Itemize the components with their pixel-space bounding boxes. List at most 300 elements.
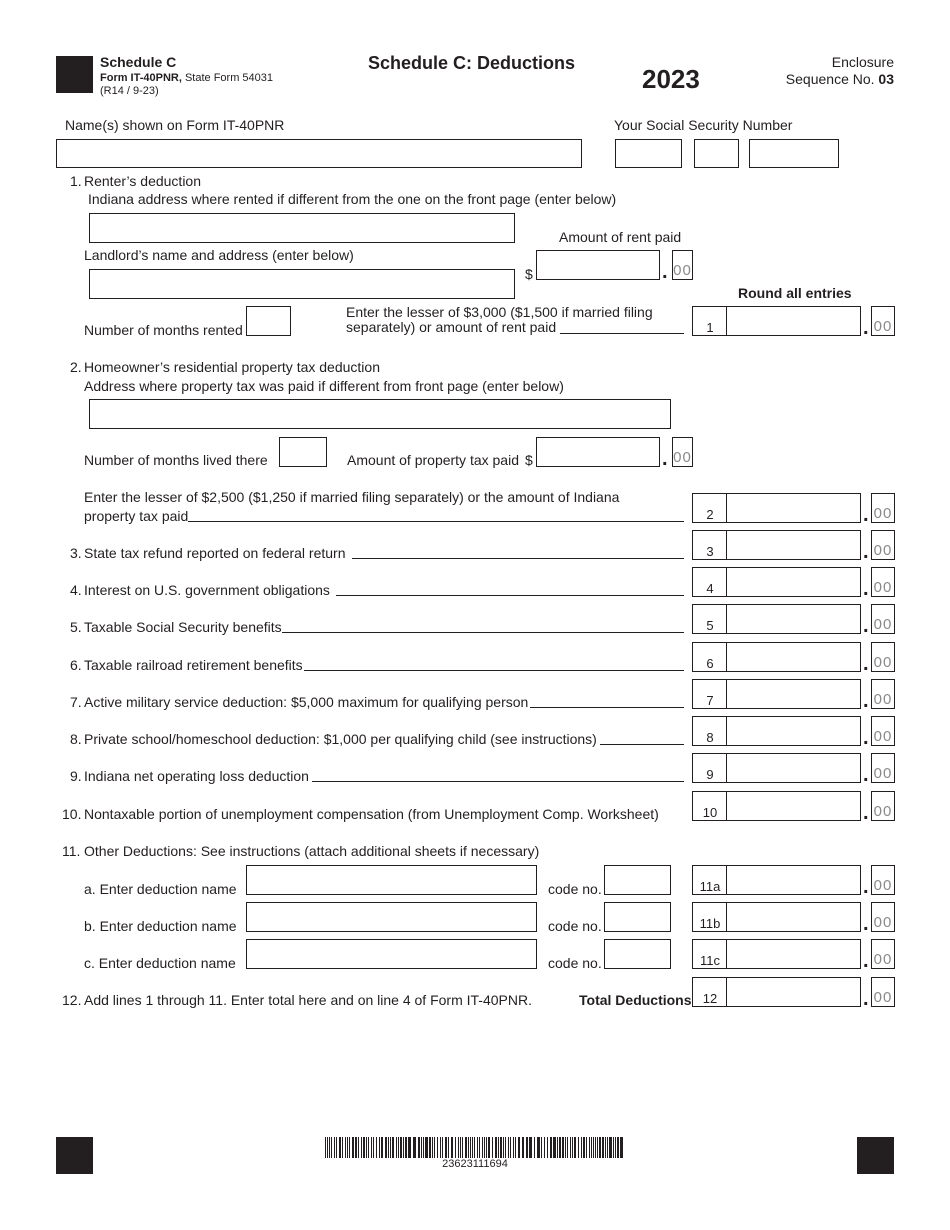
months-lived-label: Number of months lived there bbox=[84, 452, 268, 468]
line-number: 3. bbox=[70, 545, 82, 561]
barcode-bar bbox=[486, 1137, 487, 1158]
line2-decimal: . bbox=[863, 504, 869, 526]
barcode-bar bbox=[613, 1137, 614, 1158]
line1-decimal: . bbox=[863, 317, 869, 339]
line-label: Taxable railroad retirement benefits bbox=[84, 657, 303, 673]
line1-box-label bbox=[692, 306, 727, 336]
line-amount-input[interactable] bbox=[726, 679, 861, 709]
barcode-bar bbox=[597, 1137, 598, 1158]
line-cents-text: 00 bbox=[873, 616, 893, 633]
registration-mark-bottom-right bbox=[857, 1137, 894, 1174]
barcode-bar bbox=[331, 1137, 332, 1158]
line-amount bbox=[692, 679, 899, 712]
line2-lesser-text-1: Enter the lesser of $2,500 ($1,250 if married filing separately) or the amount of Indiana bbox=[84, 489, 620, 505]
barcode-bar bbox=[418, 1137, 420, 1158]
barcode-bar bbox=[390, 1137, 391, 1158]
barcode-bar bbox=[376, 1137, 377, 1158]
code-no-input[interactable] bbox=[604, 865, 671, 895]
rent-amount-label: Amount of rent paid bbox=[559, 229, 682, 245]
other-deduction-cents[interactable] bbox=[871, 902, 895, 932]
barcode-bar bbox=[336, 1137, 337, 1158]
barcode-bar bbox=[492, 1137, 493, 1158]
months-rented-label: Number of months rented bbox=[84, 322, 243, 338]
line-amount-input[interactable] bbox=[726, 567, 861, 597]
barcode-bar bbox=[522, 1137, 524, 1158]
code-no-label: code no. bbox=[548, 918, 602, 934]
barcode-bar bbox=[484, 1137, 485, 1158]
barcode-bar bbox=[620, 1137, 623, 1158]
line-amount bbox=[692, 604, 899, 637]
code-no-label: code no. bbox=[548, 881, 602, 897]
line-cents[interactable] bbox=[871, 753, 895, 783]
barcode-bar bbox=[325, 1137, 326, 1158]
other-deduction-amount-input[interactable] bbox=[726, 865, 861, 895]
barcode-bar bbox=[572, 1137, 573, 1158]
barcode-bar bbox=[421, 1137, 422, 1158]
other-deduction-cents-text: 00 bbox=[873, 951, 893, 968]
line-cents[interactable] bbox=[871, 679, 895, 709]
line12-cents-text: 00 bbox=[873, 989, 893, 1006]
line12-box-number: 12 bbox=[702, 991, 718, 1006]
line-cents-text: 00 bbox=[873, 728, 893, 745]
line-leader bbox=[600, 744, 684, 745]
line-leader bbox=[352, 558, 684, 559]
page-title: Schedule C: Deductions bbox=[368, 53, 576, 73]
line-leader bbox=[282, 632, 684, 633]
rent-paid-cents[interactable] bbox=[672, 250, 693, 280]
barcode-bar bbox=[515, 1137, 516, 1158]
line-leader bbox=[304, 670, 684, 671]
line-amount-input[interactable] bbox=[726, 604, 861, 634]
sequence-label: Sequence No. bbox=[785, 71, 875, 87]
ssn-label: Your Social Security Number bbox=[614, 117, 793, 133]
line-box-label bbox=[692, 753, 727, 783]
barcode-bar bbox=[451, 1137, 453, 1158]
line-box-number: 4 bbox=[706, 581, 714, 596]
barcode-bar bbox=[595, 1137, 596, 1158]
barcode-bar bbox=[445, 1137, 447, 1158]
barcode-bar bbox=[413, 1137, 416, 1158]
line-box-label bbox=[692, 530, 727, 560]
other-deduction-decimal: . bbox=[863, 876, 869, 898]
line1-box-number: 1 bbox=[706, 320, 714, 335]
line-label: State tax refund reported on federal return bbox=[84, 545, 346, 561]
line2-box-label bbox=[692, 493, 727, 523]
line-amount bbox=[692, 530, 899, 563]
barcode-bar bbox=[342, 1137, 343, 1158]
other-deduction-label: b. Enter deduction name bbox=[84, 918, 237, 934]
other-deduction-decimal: . bbox=[863, 950, 869, 972]
barcode-bar bbox=[591, 1137, 592, 1158]
barcode-bar bbox=[477, 1137, 478, 1158]
barcode-bar bbox=[472, 1137, 473, 1158]
other-deduction-label: a. Enter deduction name bbox=[84, 881, 237, 897]
property-tax-label: Amount of property tax paid bbox=[347, 452, 519, 468]
line-number: 10. bbox=[62, 806, 82, 822]
line-cents[interactable] bbox=[871, 567, 895, 597]
barcode-bar bbox=[329, 1137, 330, 1158]
other-deduction-amount-input[interactable] bbox=[726, 902, 861, 932]
line1-title: Renter’s deduction bbox=[84, 173, 202, 189]
line-decimal: . bbox=[863, 615, 869, 637]
barcode-bar bbox=[526, 1137, 528, 1158]
barcode-bar bbox=[468, 1137, 469, 1158]
barcode-bar bbox=[363, 1137, 365, 1158]
other-deduction-name-input[interactable] bbox=[246, 939, 537, 969]
barcode-bar bbox=[440, 1137, 441, 1158]
barcode-bar bbox=[505, 1137, 506, 1158]
barcode-bar bbox=[349, 1137, 350, 1158]
line2-leader bbox=[188, 521, 684, 522]
line-cents-text: 00 bbox=[873, 765, 893, 782]
line2-box-number: 2 bbox=[706, 507, 714, 522]
line-decimal: . bbox=[863, 727, 869, 749]
form-revision: (R14 / 9-23) bbox=[100, 85, 159, 97]
other-deduction-amount bbox=[692, 865, 899, 898]
barcode-bar bbox=[550, 1137, 552, 1158]
barcode-bar bbox=[474, 1137, 475, 1158]
property-tax-dollar-sign: $ bbox=[525, 452, 533, 468]
line-box-label bbox=[692, 604, 727, 634]
property-tax-cents-text: 00 bbox=[673, 449, 692, 466]
line-number: 8. bbox=[70, 731, 82, 747]
months-lived-input[interactable] bbox=[279, 437, 327, 467]
barcode-bar bbox=[327, 1137, 328, 1158]
barcode-bar bbox=[537, 1137, 540, 1158]
barcode-bar bbox=[396, 1137, 397, 1158]
barcode-bar bbox=[347, 1137, 348, 1158]
line-box-number: 9 bbox=[706, 767, 714, 782]
line-leader bbox=[530, 707, 684, 708]
other-deduction-box-number: 11a bbox=[699, 879, 721, 894]
line1-lesser-text-1: Enter the lesser of $3,000 ($1,500 if married filing bbox=[346, 304, 653, 320]
barcode-bar bbox=[371, 1137, 372, 1158]
other-deduction-name-input[interactable] bbox=[246, 902, 537, 932]
barcode-bar bbox=[458, 1137, 459, 1158]
property-tax-input[interactable] bbox=[536, 437, 660, 467]
line12-label: Add lines 1 through 11. Enter total here and on line 4 of Form IT-40PNR. bbox=[84, 992, 532, 1008]
barcode-bar bbox=[498, 1137, 499, 1158]
barcode-bar bbox=[462, 1137, 463, 1158]
other-deduction-cents[interactable] bbox=[871, 865, 895, 895]
line12-cents[interactable] bbox=[871, 977, 895, 1007]
barcode-bar bbox=[609, 1137, 612, 1158]
barcode-bar bbox=[544, 1137, 545, 1158]
barcode-bar bbox=[339, 1137, 341, 1158]
barcode-bar bbox=[460, 1137, 461, 1158]
line-amount-input[interactable] bbox=[726, 530, 861, 560]
line-amount bbox=[692, 716, 899, 749]
line-number: 6. bbox=[70, 657, 82, 673]
other-deduction-name-input[interactable] bbox=[246, 865, 537, 895]
other-deduction-cents-text: 00 bbox=[873, 914, 893, 931]
barcode-bar bbox=[373, 1137, 374, 1158]
barcode-bar bbox=[388, 1137, 389, 1158]
line-amount-input[interactable] bbox=[726, 753, 861, 783]
barcode-bar bbox=[366, 1137, 367, 1158]
sequence-value: 03 bbox=[878, 71, 894, 87]
ssn-input-part2[interactable] bbox=[694, 139, 739, 168]
barcode-bar bbox=[510, 1137, 511, 1158]
line-box-label bbox=[692, 716, 727, 746]
barcode-bar bbox=[518, 1137, 520, 1158]
other-deduction-box-label bbox=[692, 865, 727, 895]
names-label: Name(s) shown on Form IT-40PNR bbox=[65, 117, 285, 133]
other-deduction-box-number: 11b bbox=[699, 916, 721, 931]
line12-amount bbox=[692, 977, 899, 1010]
line-amount-input[interactable] bbox=[726, 642, 861, 672]
line-box-number: 5 bbox=[706, 618, 714, 633]
other-deduction-amount-input[interactable] bbox=[726, 939, 861, 969]
line-box-label bbox=[692, 679, 727, 709]
barcode-bar bbox=[400, 1137, 402, 1158]
barcode-bar bbox=[570, 1137, 571, 1158]
line2-title: Homeowner’s residential property tax deduction bbox=[84, 359, 380, 375]
barcode-bar bbox=[405, 1137, 407, 1158]
registration-mark-bottom-left bbox=[56, 1137, 93, 1174]
other-deduction-amount bbox=[692, 939, 899, 972]
line12-decimal: . bbox=[863, 988, 869, 1010]
names-input[interactable] bbox=[56, 139, 582, 168]
barcode-bar bbox=[599, 1137, 601, 1158]
barcode-bar bbox=[465, 1137, 467, 1158]
barcode-bar bbox=[358, 1137, 359, 1158]
registration-mark-top-left bbox=[56, 56, 93, 93]
property-tax-cents[interactable] bbox=[672, 437, 693, 467]
barcode-bar bbox=[534, 1137, 535, 1158]
line-leader bbox=[336, 595, 684, 596]
round-note: Round all entries bbox=[738, 285, 852, 301]
barcode-number: 23623111694 bbox=[442, 1158, 508, 1170]
barcode-bar bbox=[398, 1137, 399, 1158]
barcode-bar bbox=[385, 1137, 387, 1158]
property-tax-decimal: . bbox=[662, 448, 668, 470]
barcode-bar bbox=[455, 1137, 456, 1158]
line-label: Active military service deduction: $5,000 maximum for qualifying person bbox=[84, 694, 529, 710]
line-number: 9. bbox=[70, 768, 82, 784]
barcode-bar bbox=[355, 1137, 357, 1158]
line-number: 4. bbox=[70, 582, 82, 598]
property-address-input[interactable] bbox=[89, 399, 671, 429]
line2-amount-input[interactable] bbox=[726, 493, 861, 523]
barcode-bar bbox=[361, 1137, 362, 1158]
barcode-bar bbox=[429, 1137, 431, 1158]
line12-number: 12. bbox=[62, 992, 82, 1008]
line-box-label bbox=[692, 791, 727, 821]
line-decimal: . bbox=[863, 578, 869, 600]
form-id-bold: Form IT-40PNR, bbox=[100, 72, 182, 84]
line2-number: 2. bbox=[70, 359, 82, 375]
barcode-bar bbox=[578, 1137, 579, 1158]
barcode-bar bbox=[583, 1137, 585, 1158]
line-cents[interactable] bbox=[871, 716, 895, 746]
line-amount bbox=[692, 567, 899, 600]
line-amount bbox=[692, 791, 899, 824]
line-decimal: . bbox=[863, 541, 869, 563]
line-box-label bbox=[692, 642, 727, 672]
form-id bbox=[100, 71, 273, 85]
barcode-bar bbox=[334, 1137, 335, 1158]
form-id-rest: State Form 54031 bbox=[181, 72, 274, 84]
line-cents[interactable] bbox=[871, 642, 895, 672]
barcode-bar bbox=[562, 1137, 564, 1158]
barcode-bar bbox=[593, 1137, 594, 1158]
other-deduction-box-number: 11c bbox=[700, 953, 720, 968]
other-deduction-box-label bbox=[692, 902, 727, 932]
barcode-bar bbox=[617, 1137, 619, 1158]
line-box-number: 6 bbox=[706, 656, 714, 671]
barcode-bar bbox=[508, 1137, 509, 1158]
line-number: 7. bbox=[70, 694, 82, 710]
line-box-number: 3 bbox=[706, 544, 714, 559]
other-deduction-decimal: . bbox=[863, 913, 869, 935]
line-decimal: . bbox=[863, 764, 869, 786]
line-amount bbox=[692, 642, 899, 675]
barcode-bar bbox=[345, 1137, 346, 1158]
rent-address-input[interactable] bbox=[89, 213, 515, 243]
barcode-bar bbox=[586, 1137, 587, 1158]
barcode-bar bbox=[425, 1137, 428, 1158]
barcode-bar bbox=[567, 1137, 568, 1158]
barcode-bar bbox=[547, 1137, 548, 1158]
barcode-bar bbox=[589, 1137, 590, 1158]
line-cents-text: 00 bbox=[873, 654, 893, 671]
barcode-bar bbox=[565, 1137, 566, 1158]
landlord-label: Landlord’s name and address (enter below) bbox=[84, 247, 354, 263]
line-cents[interactable] bbox=[871, 604, 895, 634]
line-box-number: 10 bbox=[702, 805, 718, 820]
barcode-bar bbox=[423, 1137, 424, 1158]
line-label: Taxable Social Security benefits bbox=[84, 619, 282, 635]
line2-cents-text: 00 bbox=[873, 505, 893, 522]
other-deduction-box-label bbox=[692, 939, 727, 969]
line-leader bbox=[312, 781, 684, 782]
line1-lesser-text-2: separately) or amount of rent paid bbox=[346, 319, 557, 335]
ssn-input-part3[interactable] bbox=[749, 139, 839, 168]
barcode-bar bbox=[503, 1137, 504, 1158]
schedule-label: Schedule C bbox=[100, 54, 177, 70]
barcode-bar bbox=[352, 1137, 354, 1158]
line-label: Private school/homeschool deduction: $1,000 per qualifying child (see instructions) bbox=[84, 731, 597, 747]
barcode-bar bbox=[607, 1137, 608, 1158]
barcode-bar bbox=[448, 1137, 449, 1158]
line11-number: 11. bbox=[62, 843, 81, 859]
barcode-bar bbox=[392, 1137, 394, 1158]
line-box-number: 7 bbox=[706, 693, 714, 708]
barcode-bar bbox=[470, 1137, 471, 1158]
barcode-bar bbox=[495, 1137, 497, 1158]
line-decimal: . bbox=[863, 802, 869, 824]
line-cents[interactable] bbox=[871, 530, 895, 560]
barcode-bar bbox=[403, 1137, 404, 1158]
line-decimal: . bbox=[863, 653, 869, 675]
barcode-bar bbox=[488, 1137, 490, 1158]
line-label: Interest on U.S. government obligations bbox=[84, 582, 330, 598]
rent-paid-cents-text: 00 bbox=[673, 262, 692, 279]
line-decimal: . bbox=[863, 690, 869, 712]
barcode-bar bbox=[368, 1137, 369, 1158]
barcode-bar bbox=[437, 1137, 438, 1158]
line2-address-label: Address where property tax was paid if different from front page (enter below) bbox=[84, 378, 564, 394]
line-box-number: 8 bbox=[706, 730, 714, 745]
line12-box-label bbox=[692, 977, 727, 1007]
barcode-bar bbox=[574, 1137, 576, 1158]
line1-cents-text: 00 bbox=[873, 318, 893, 335]
barcode-bar bbox=[381, 1137, 383, 1158]
line1-number: 1. bbox=[70, 173, 82, 189]
line-amount-input[interactable] bbox=[726, 716, 861, 746]
barcode-bar bbox=[602, 1137, 604, 1158]
rent-paid-decimal: . bbox=[662, 261, 668, 283]
barcode-bar bbox=[442, 1137, 443, 1158]
enclosure-label: Enclosure bbox=[831, 54, 894, 70]
line2-amount bbox=[692, 493, 899, 526]
line-cents-text: 00 bbox=[873, 542, 893, 559]
barcode-bar bbox=[432, 1137, 433, 1158]
other-deduction-amount bbox=[692, 902, 899, 935]
rent-dollar-sign: $ bbox=[525, 266, 533, 282]
barcode-bar bbox=[541, 1137, 542, 1158]
ssn-input-part1[interactable] bbox=[615, 139, 682, 168]
code-no-input[interactable] bbox=[604, 902, 671, 932]
line-amount-input[interactable] bbox=[726, 791, 861, 821]
barcode-bar bbox=[581, 1137, 582, 1158]
line2-cents[interactable] bbox=[871, 493, 895, 523]
barcode-bar bbox=[479, 1137, 480, 1158]
line1-address-label: Indiana address where rented if different from the one on the front page (enter below) bbox=[88, 191, 617, 207]
barcode-bar bbox=[408, 1137, 411, 1158]
line1-cents[interactable] bbox=[871, 306, 895, 336]
line2-lesser-text-2: property tax paid bbox=[84, 508, 189, 524]
barcode-bar bbox=[434, 1137, 435, 1158]
line-box-label bbox=[692, 567, 727, 597]
barcode-bar bbox=[553, 1137, 556, 1158]
line-cents-text: 00 bbox=[873, 803, 893, 820]
barcode-bar bbox=[615, 1137, 616, 1158]
total-deductions-label: Total Deductions bbox=[579, 992, 692, 1008]
line1-amount-input[interactable] bbox=[726, 306, 861, 336]
line-amount bbox=[692, 753, 899, 786]
code-no-label: code no. bbox=[548, 955, 602, 971]
barcode-bar bbox=[557, 1137, 558, 1158]
other-deduction-cents-text: 00 bbox=[873, 877, 893, 894]
line-cents-text: 00 bbox=[873, 579, 893, 596]
line-number: 5. bbox=[70, 619, 82, 635]
barcode-image bbox=[325, 1137, 625, 1158]
line12-amount-input[interactable] bbox=[726, 977, 861, 1007]
barcode-bar bbox=[500, 1137, 502, 1158]
line-cents-text: 00 bbox=[873, 691, 893, 708]
barcode-bar bbox=[559, 1137, 561, 1158]
line-cents[interactable] bbox=[871, 791, 895, 821]
line-label: Indiana net operating loss deduction bbox=[84, 768, 309, 784]
landlord-input[interactable] bbox=[89, 269, 515, 299]
code-no-input[interactable] bbox=[604, 939, 671, 969]
other-deduction-label: c. Enter deduction name bbox=[84, 955, 236, 971]
line11-title: Other Deductions: See instructions (attach additional sheets if necessary) bbox=[84, 843, 540, 859]
other-deduction-cents[interactable] bbox=[871, 939, 895, 969]
sequence-number bbox=[786, 71, 894, 87]
line-label: Nontaxable portion of unemployment compensation (from Unemployment Comp. Worksheet) bbox=[84, 806, 659, 822]
rent-paid-input[interactable] bbox=[536, 250, 660, 280]
barcode-bar bbox=[379, 1137, 380, 1158]
barcode-bar bbox=[529, 1137, 532, 1158]
barcode-bar bbox=[482, 1137, 483, 1158]
barcode-bar bbox=[513, 1137, 514, 1158]
line1-leader bbox=[560, 333, 684, 334]
tax-year: 2023 bbox=[642, 64, 700, 94]
months-rented-input[interactable] bbox=[246, 306, 291, 336]
